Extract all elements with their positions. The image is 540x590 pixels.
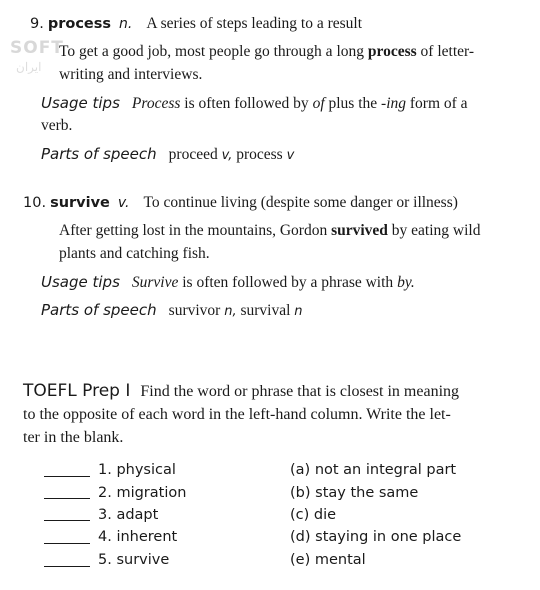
example-sentence-line1: To get a good job, most people go through a long process of letter- [59,43,475,60]
answer-blank-4[interactable] [44,543,90,544]
entry-number: 9. [30,16,44,32]
prep-instructions-line2: to the opposite of each word in the left-hand column. Write the let- [23,406,451,423]
answer-blank-2[interactable] [44,498,90,499]
example-sentence-line2: plants and catching fish. [59,245,210,262]
left-item-1: 1. physical [98,462,176,478]
prep-instructions-line1: TOEFL Prep I Find the word or phrase that is closest in meaning [23,381,460,401]
headword: process [47,16,112,32]
usage-tips: Usage tips Survive is often followed by a phrase with by. [41,273,415,291]
entry-process-header [30,15,362,33]
part-of-speech: n. [119,16,133,32]
example-sentence-line2: writing and interviews. [59,66,203,83]
part-of-speech: v. [117,195,130,211]
usage-tips-label: Usage tips [41,273,120,291]
right-item-c: (c) die [290,507,337,523]
usage-tips-line2: verb. [41,117,73,134]
usage-tips: Usage tips Process is often followed by of plus the -ing form of a [41,94,468,112]
answer-blank-5[interactable] [44,566,90,567]
left-item-3: 3. adapt [98,507,159,523]
left-item-2: 2. migration [98,485,187,501]
answer-blank-1[interactable] [44,476,90,477]
prep-title: TOEFL Prep I [23,381,131,401]
parts-of-speech: Parts of speech proceed v, process v [41,145,295,163]
entry-survive-header [23,194,458,212]
prep-instructions-line3: ter in the blank. [23,429,124,446]
usage-tips-label: Usage tips [41,94,120,112]
definition: A series of steps leading to a result [146,15,363,32]
entry-number: 10. [23,195,47,211]
left-item-5: 5. survive [98,552,170,568]
watermark-logo: SOFT [10,38,64,58]
left-item-4: 4. inherent [98,529,178,545]
headword: survive [50,195,110,211]
right-item-a: (a) not an integral part [290,462,457,478]
parts-of-speech-label: Parts of speech [41,145,157,163]
right-item-b: (b) stay the same [290,485,419,501]
right-item-e: (e) mental [290,552,366,568]
parts-of-speech-label: Parts of speech [41,301,157,319]
definition: To continue living (despite some danger or illness) [143,194,458,211]
right-item-d: (d) staying in one place [290,529,462,545]
parts-of-speech: Parts of speech survivor n, survival n [41,301,303,319]
example-sentence-line1: After getting lost in the mountains, Gordon survived by eating wild [59,222,481,239]
answer-blank-3[interactable] [44,520,90,521]
watermark-subtext: ﺍﻳﺮﺍﻥ [16,60,42,74]
